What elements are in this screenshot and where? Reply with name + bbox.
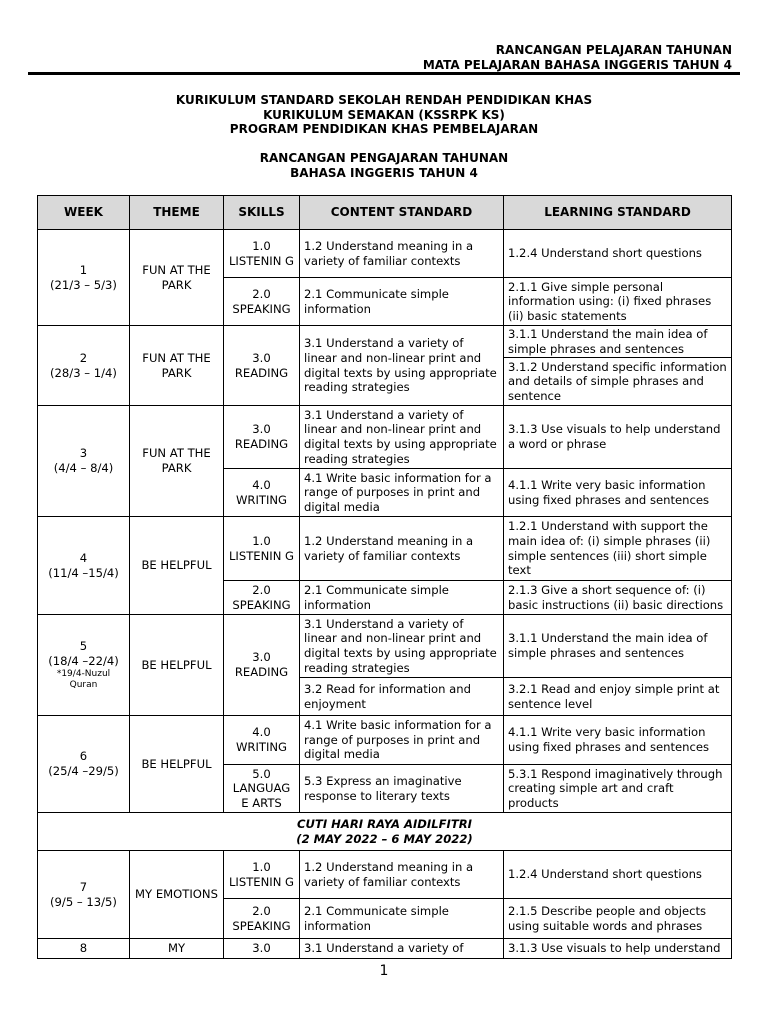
week-cell (38, 326, 130, 406)
theme-cell: FUN AT THE PARK (130, 326, 224, 406)
title-line-4: RANCANGAN PENGAJARAN TAHUNAN (259, 151, 509, 165)
content-standard-cell: 2.1 Communicate simple information (300, 581, 504, 615)
skill-cell: 3.0 READING (224, 615, 300, 716)
week-number: 2 (79, 350, 88, 365)
week-cell (38, 517, 130, 615)
skill-cell: 2.0 SPEAKING (224, 581, 300, 615)
learning-standard-cell: 4.1.1 Write very basic information using fixed phrases and sentences (504, 716, 732, 765)
theme-cell: BE HELPFUL (130, 517, 224, 615)
week-number: 8 (38, 939, 130, 959)
theme-cell: MY (130, 939, 224, 959)
theme-cell: FUN AT THE PARK (130, 406, 224, 517)
skill-cell: 1.0 LISTENIN G (224, 517, 300, 581)
header-theme: THEME (130, 196, 224, 230)
learning-standard-cell: 3.1.2 Understand specific information and details of simple phrases and sentence (504, 358, 732, 406)
header-learning-standard: LEARNING STANDARD (504, 196, 732, 230)
header-skills: SKILLS (224, 196, 300, 230)
content-standard-cell: 4.1 Write basic information for a range of purposes in print and digital media (300, 469, 504, 517)
theme-cell: FUN AT THE PARK (130, 230, 224, 326)
learning-standard-cell: 2.1.5 Describe people and objects using suitable words and phrases (504, 899, 732, 939)
learning-standard-cell: 4.1.1 Write very basic information using fixed phrases and sentences (504, 469, 732, 517)
content-standard-cell: 5.3 Express an imaginative response to literary texts (300, 765, 504, 813)
week-dates: (21/3 – 5/3) (50, 277, 117, 292)
learning-standard-cell: 3.2.1 Read and enjoy simple print at sentence level (504, 678, 732, 716)
table-row (38, 517, 732, 581)
title-line-3: PROGRAM PENDIDIKAN KHAS PEMBELAJARAN (229, 122, 539, 136)
content-standard-cell: 3.1 Understand a variety of linear and non-linear print and digital texts by using appropriate reading strategies (300, 615, 504, 678)
skill-cell: 4.0 WRITING (224, 469, 300, 517)
theme-cell: MY EMOTIONS (130, 851, 224, 939)
skill-cell: 1.0 LISTENIN G (224, 851, 300, 899)
learning-standard-cell: 1.2.4 Understand short questions (504, 230, 732, 278)
skill-cell: 3.0 (224, 939, 300, 959)
content-standard-cell: 3.2 Read for information and enjoyment (300, 678, 504, 716)
week-number: 7 (79, 879, 88, 894)
holiday-title: CUTI HARI RAYA AIDILFITRI (297, 816, 472, 831)
week-dates: (28/3 – 1/4) (50, 365, 117, 380)
learning-standard-cell: 2.1.1 Give simple personal information using: (i) fixed phrases (ii) basic statements (504, 278, 732, 326)
week-dates: (9/5 – 13/5) (50, 894, 117, 909)
week-number: 5 (79, 639, 88, 654)
content-standard-cell: 3.1 Understand a variety of linear and non-linear print and digital texts by using appropriate reading strategies (300, 326, 504, 406)
holiday-cell (38, 813, 732, 851)
content-standard-cell: 4.1 Write basic information for a range of purposes in print and digital media (300, 716, 504, 765)
table-header-row (38, 196, 732, 230)
learning-standard-cell: 3.1.1 Understand the main idea of simple phrases and sentences (504, 326, 732, 358)
content-standard-cell: 3.1 Understand a variety of (300, 939, 504, 959)
content-standard-cell: 3.1 Understand a variety of linear and non-linear print and digital texts by using appropriate reading strategies (300, 406, 504, 469)
table-row (38, 230, 732, 278)
week-cell (38, 615, 130, 716)
learning-standard-cell: 3.1.3 Use visuals to help understand (504, 939, 732, 959)
week-number: 1 (79, 262, 88, 277)
content-standard-cell: 2.1 Communicate simple information (300, 899, 504, 939)
holiday-row (38, 813, 732, 851)
header-divider (28, 72, 740, 75)
theme-cell: BE HELPFUL (130, 716, 224, 813)
title-line-5: BAHASA INGGERIS TAHUN 4 (290, 165, 478, 180)
page-number: 1 (379, 963, 389, 979)
week-dates: (18/4 –22/4) (48, 654, 119, 668)
week-note: *19/4-Nuzul Quran (56, 668, 111, 690)
content-standard-cell: 1.2 Understand meaning in a variety of familiar contexts (300, 851, 504, 899)
week-dates: (11/4 –15/4) (48, 565, 119, 580)
week-number: 4 (79, 550, 88, 565)
learning-standard-cell: 3.1.3 Use visuals to help understand a word or phrase (504, 406, 732, 469)
week-dates: (25/4 –29/5) (48, 764, 119, 778)
skill-cell: 2.0 SPEAKING (224, 278, 300, 326)
header-line-2: MATA PELAJARAN BAHASA INGGERIS TAHUN 4 (422, 58, 732, 72)
week-number: 6 (79, 749, 88, 764)
week-dates: (4/4 – 8/4) (53, 461, 114, 475)
skill-cell: 2.0 SPEAKING (224, 899, 300, 939)
week-cell (38, 406, 130, 517)
header-week: WEEK (38, 196, 130, 230)
content-standard-cell: 1.2 Understand meaning in a variety of familiar contexts (300, 517, 504, 581)
skill-cell: 1.0 LISTENIN G (224, 230, 300, 278)
table-row (38, 851, 732, 899)
title-line-2: KURIKULUM SEMAKAN (KSSRPK KS) (263, 107, 505, 122)
table-row (38, 615, 732, 678)
week-cell (38, 230, 130, 326)
table-row (38, 406, 732, 469)
week-cell (38, 716, 130, 813)
skill-cell: 5.0 LANGUAG E ARTS (224, 765, 300, 813)
lesson-plan-table (37, 195, 732, 959)
header-line-1: RANCANGAN PELAJARAN TAHUNAN (495, 43, 732, 57)
title-line-1: KURIKULUM STANDARD SEKOLAH RENDAH PENDIDIKAN KHAS (175, 93, 593, 107)
week-cell (38, 851, 130, 939)
table-row (38, 716, 732, 765)
skill-cell: 3.0 READING (224, 326, 300, 406)
table-row (38, 939, 732, 959)
skill-cell: 3.0 READING (224, 406, 300, 469)
learning-standard-cell: 5.3.1 Respond imaginatively through creating simple art and craft products (504, 765, 732, 813)
content-standard-cell: 1.2 Understand meaning in a variety of familiar contexts (300, 230, 504, 278)
holiday-dates: (2 MAY 2022 – 6 MAY 2022) (296, 831, 473, 846)
skill-cell: 4.0 WRITING (224, 716, 300, 765)
header-content-standard: CONTENT STANDARD (300, 196, 504, 230)
learning-standard-cell: 3.1.1 Understand the main idea of simple phrases and sentences (504, 615, 732, 678)
learning-standard-cell: 1.2.4 Understand short questions (504, 851, 732, 899)
table-row (38, 326, 732, 358)
learning-standard-cell: 2.1.3 Give a short sequence of: (i) basic instructions (ii) basic directions (504, 581, 732, 615)
learning-standard-cell: 1.2.1 Understand with support the main idea of: (i) simple phrases (ii) simple sentences (iii) short simple text (504, 517, 732, 581)
content-standard-cell: 2.1 Communicate simple information (300, 278, 504, 326)
theme-cell: BE HELPFUL (130, 615, 224, 716)
week-number: 3 (79, 446, 88, 461)
